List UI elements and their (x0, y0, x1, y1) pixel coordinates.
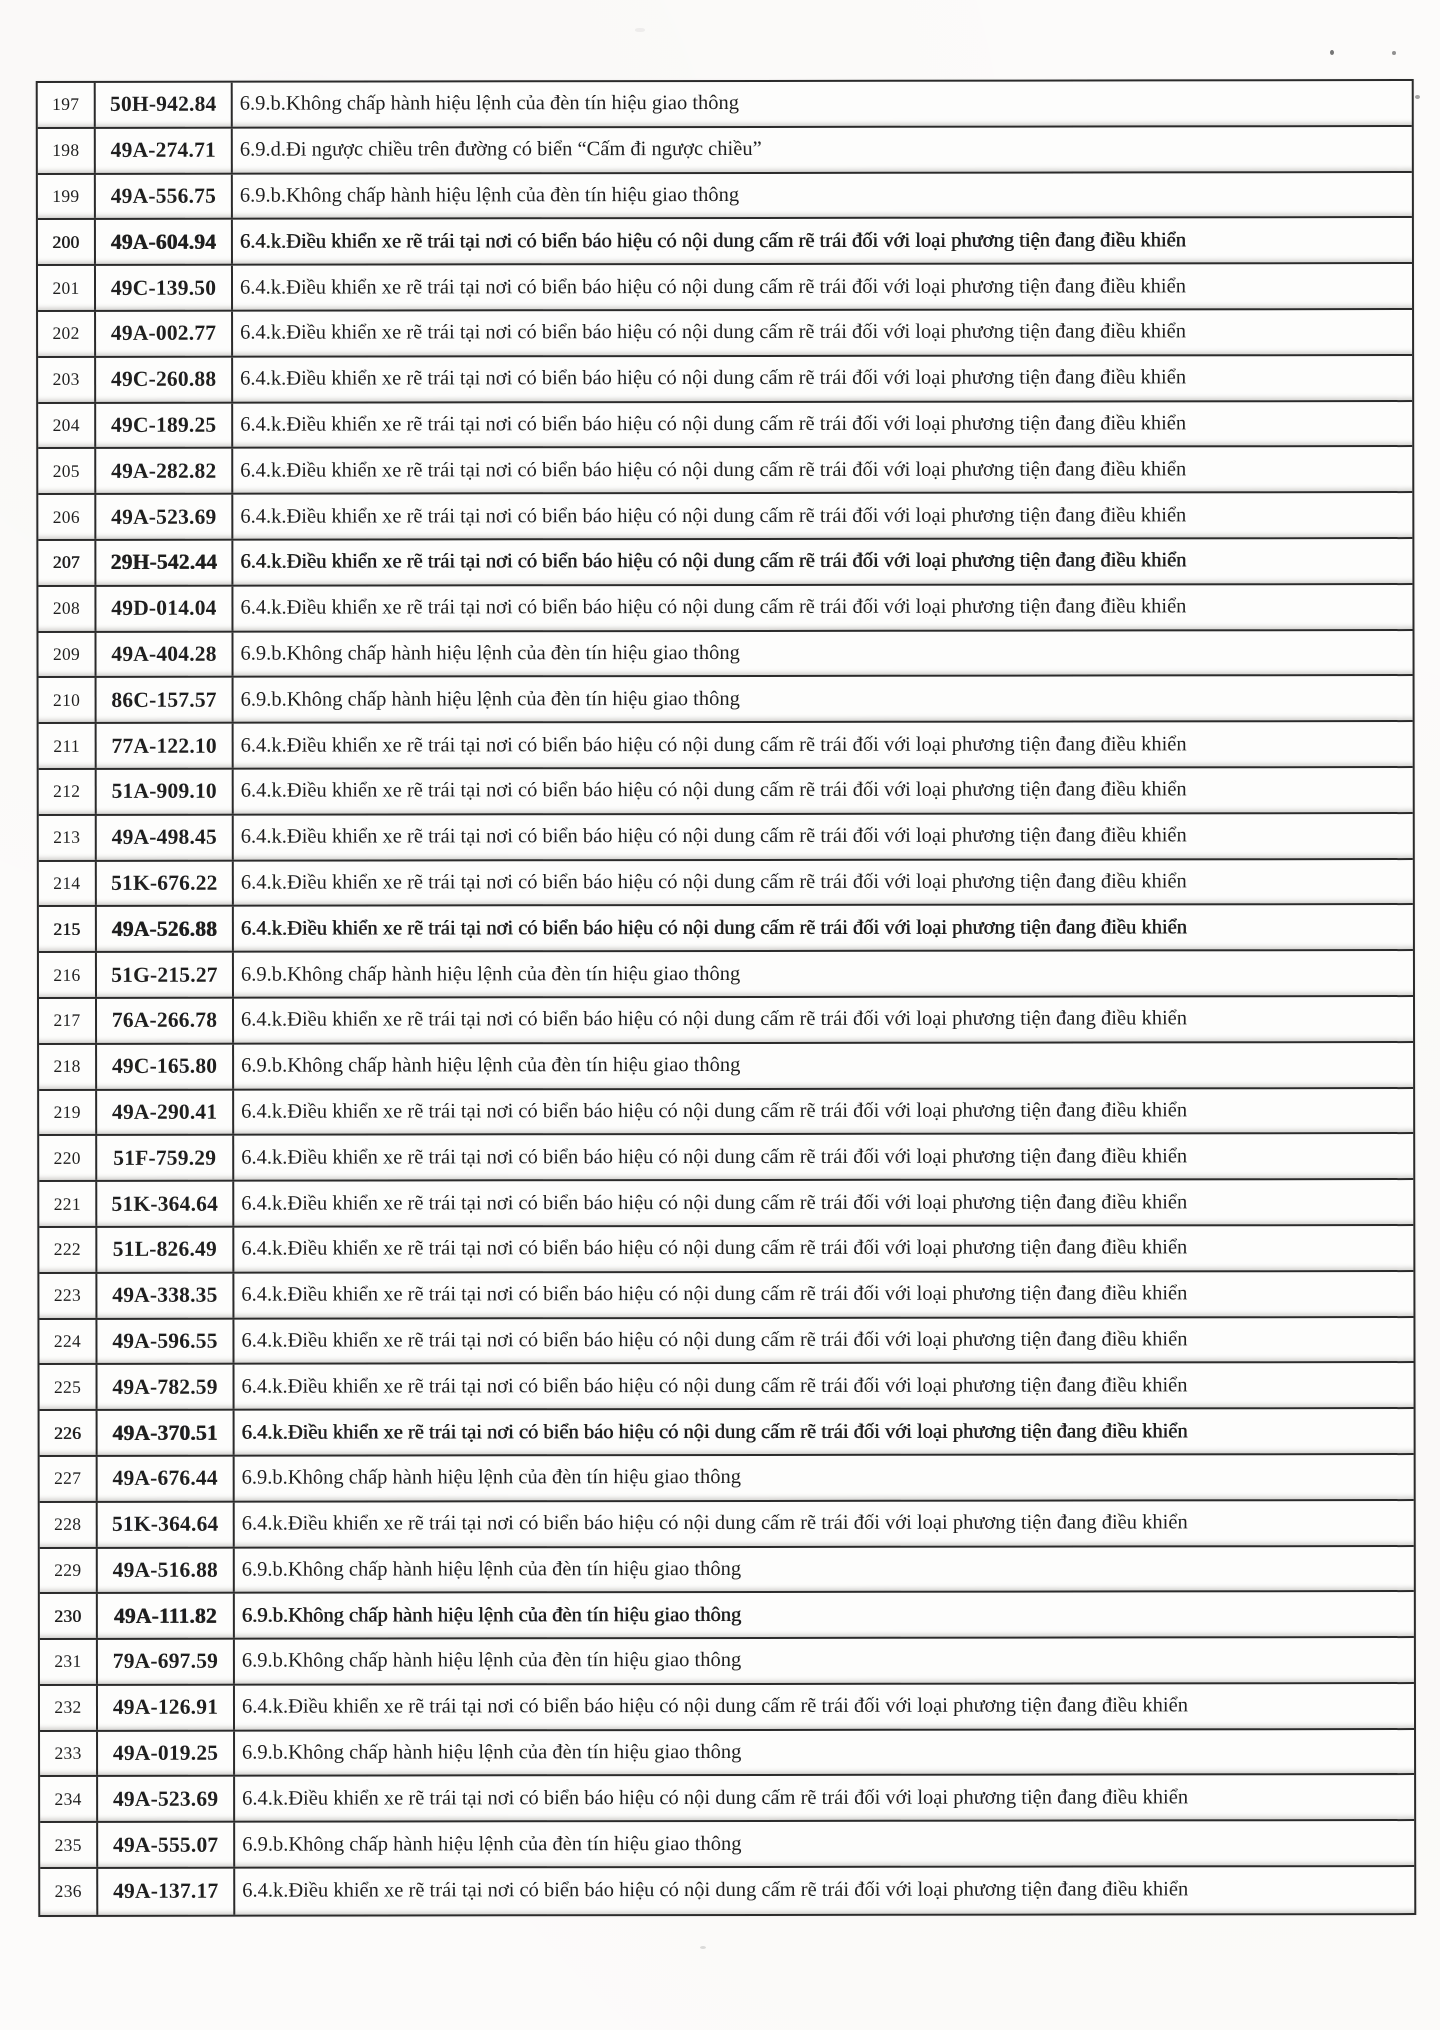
row-index: 201 (38, 266, 96, 310)
table-row (40, 1867, 1414, 1915)
plate-number: 49A-596.55 (97, 1319, 234, 1363)
scan-speck (1392, 51, 1396, 55)
row-index: 204 (38, 403, 96, 447)
row-index: 198 (38, 129, 96, 173)
row-index: 222 (39, 1228, 97, 1272)
violation-text: 6.4.k.Điều khiển xe rẽ trái tại nơi có biển báo hiệu có nội dung cấm rẽ trái đối với loại phương tiện đang điều khiển (240, 458, 1187, 482)
table-row (40, 1363, 1414, 1411)
table-row (38, 173, 1412, 221)
table-row (39, 1318, 1413, 1366)
violation-text: 6.9.b.Không chấp hành hiệu lệnh của đèn tín hiệu giao thông (240, 641, 740, 665)
plate-number: 49A-404.28 (96, 632, 233, 676)
plate-number: 49A-556.75 (96, 174, 233, 218)
row-index: 210 (39, 678, 97, 722)
row-index: 214 (39, 861, 97, 905)
table-row (40, 1730, 1414, 1778)
table-row (39, 722, 1413, 770)
plate-number: 49A-282.82 (96, 449, 233, 493)
plate-number: 79A-697.59 (98, 1640, 235, 1684)
row-index: 212 (39, 770, 97, 814)
violation-text: 6.9.b.Không chấp hành hiệu lệnh của đèn tín hiệu giao thông (239, 183, 740, 207)
row-index: 202 (38, 312, 96, 356)
row-index: 200 (38, 220, 96, 264)
plate-number: 51A-909.10 (97, 770, 234, 814)
row-index: 216 (39, 953, 97, 997)
violation-text: 6.9.b.Không chấp hành hiệu lệnh của đèn tín hiệu giao thông (241, 1557, 742, 1581)
plate-number: 49A-002.77 (96, 312, 233, 356)
row-index: 218 (39, 1045, 97, 1089)
plate-number: 49C-165.80 (97, 1044, 234, 1088)
plate-number: 51G-215.27 (97, 953, 234, 997)
row-index: 208 (38, 587, 96, 631)
violation-text: 6.9.b.Không chấp hành hiệu lệnh của đèn tín hiệu giao thông (241, 1054, 741, 1077)
plate-number: 49A-555.07 (98, 1823, 235, 1867)
violation-text: 6.4.k.Điều khiển xe rẽ trái tại nơi có biển báo hiệu có nội dung cấm rẽ trái đối với loại phương tiện đang điều khiển (239, 229, 1186, 253)
plate-number: 49C-139.50 (96, 266, 233, 310)
table-row (38, 356, 1412, 404)
row-index: 205 (38, 449, 96, 493)
row-index: 232 (40, 1686, 98, 1730)
violation-text: 6.4.k.Điều khiển xe rẽ trái tại nơi có biển báo hiệu có nội dung cấm rẽ trái đối với loại phương tiện đang điều khiển (241, 1099, 1188, 1123)
violation-text: 6.4.k.Điều khiển xe rẽ trái tại nơi có biển báo hiệu có nội dung cấm rẽ trái đối với loại phương tiện đang điều khiển (241, 1007, 1187, 1032)
violation-text: 6.4.k.Điều khiển xe rẽ trái tại nơi có biển báo hiệu có nội dung cấm rẽ trái đối với loại phương tiện đang điều khiển (240, 320, 1187, 345)
plate-number: 29H-542.44 (96, 541, 233, 585)
table-row (40, 1821, 1414, 1869)
plate-number: 51F-759.29 (97, 1136, 234, 1180)
plate-number: 49A-523.69 (96, 495, 233, 539)
table-row (38, 585, 1412, 633)
table-row (38, 447, 1412, 495)
row-index: 199 (38, 174, 96, 218)
table-row (39, 1226, 1413, 1274)
violation-text: 6.4.k.Điều khiển xe rẽ trái tại nơi có biển báo hiệu có nội dung cấm rẽ trái đối với loại phương tiện đang điều khiển (240, 916, 1187, 940)
plate-number: 49A-126.91 (98, 1686, 235, 1730)
violation-table (36, 79, 1417, 1917)
table-row (39, 1272, 1413, 1320)
row-index: 233 (40, 1732, 98, 1776)
row-index: 213 (39, 816, 97, 860)
table-row (38, 402, 1412, 450)
plate-number: 49C-260.88 (96, 357, 233, 401)
violation-text: 6.4.k.Điều khiển xe rẽ trái tại nơi có biển báo hiệu có nội dung cấm rẽ trái đối với loại phương tiện đang điều khiển (241, 1328, 1188, 1352)
table-row (40, 1547, 1414, 1595)
plate-number: 51L-826.49 (97, 1228, 234, 1272)
table-row (38, 539, 1412, 587)
table-row (39, 814, 1413, 862)
violation-text: 6.4.k.Điều khiển xe rẽ trái tại nơi có biển báo hiệu có nội dung cấm rẽ trái đối với loại phương tiện đang điều khiển (241, 1236, 1188, 1260)
plate-number: 86C-157.57 (97, 678, 234, 722)
row-index: 220 (39, 1136, 97, 1180)
plate-number: 49A-019.25 (98, 1731, 235, 1775)
row-index: 209 (38, 632, 96, 676)
row-index: 219 (39, 1090, 97, 1134)
violation-text: 6.4.k.Điều khiển xe rẽ trái tại nơi có biển báo hiệu có nội dung cấm rẽ trái đối với loại phương tiện đang điều khiển (240, 366, 1187, 390)
table-row (39, 860, 1413, 908)
row-index: 221 (39, 1182, 97, 1226)
table-row (38, 127, 1412, 175)
row-index: 225 (40, 1365, 98, 1409)
row-index: 223 (39, 1274, 97, 1318)
row-index: 226 (40, 1411, 98, 1455)
row-index: 215 (39, 907, 97, 951)
violation-text: 6.4.k.Điều khiển xe rẽ trái tại nơi có biển báo hiệu có nội dung cấm rẽ trái đối với loại phương tiện đang điều khiển (241, 1374, 1188, 1398)
row-index: 229 (40, 1548, 98, 1592)
violation-text: 6.4.k.Điều khiển xe rẽ trái tại nơi có biển báo hiệu có nội dung cấm rẽ trái đối với loại phương tiện đang điều khiển (241, 1694, 1188, 1718)
table-row (38, 310, 1412, 358)
violation-text: 6.4.k.Điều khiển xe rẽ trái tại nơi có biển báo hiệu có nội dung cấm rẽ trái đối với loại phương tiện đang điều khiển (241, 1282, 1188, 1306)
table-row (40, 1592, 1414, 1640)
violation-text: 6.4.k.Điều khiển xe rẽ trái tại nơi có biển báo hiệu có nội dung cấm rẽ trái đối với loại phương tiện đang điều khiển (239, 274, 1186, 299)
table-row (39, 905, 1413, 953)
row-index: 206 (38, 495, 96, 539)
violation-text: 6.4.k.Điều khiển xe rẽ trái tại nơi có biển báo hiệu có nội dung cấm rẽ trái đối với loại phương tiện đang điều khiển (240, 549, 1187, 574)
violation-text: 6.4.k.Điều khiển xe rẽ trái tại nơi có biển báo hiệu có nội dung cấm rẽ trái đối với loại phương tiện đang điều khiển (240, 595, 1187, 619)
table-row (40, 1501, 1414, 1549)
row-index: 235 (40, 1823, 98, 1867)
violation-text: 6.4.k.Điều khiển xe rẽ trái tại nơi có biển báo hiệu có nội dung cấm rẽ trái đối với loại phương tiện đang điều khiển (240, 412, 1187, 436)
violation-text: 6.4.k.Điều khiển xe rẽ trái tại nơi có biển báo hiệu có nội dung cấm rẽ trái đối với loại phương tiện đang điều khiển (240, 824, 1187, 848)
violation-text: 6.4.k.Điều khiển xe rẽ trái tại nơi có biển báo hiệu có nội dung cấm rẽ trái đối với loại phương tiện đang điều khiển (240, 503, 1187, 528)
table-row (39, 1043, 1413, 1091)
plate-number: 49A-137.17 (98, 1869, 235, 1915)
plate-number: 49A-523.69 (98, 1777, 235, 1821)
table-row (40, 1409, 1414, 1457)
plate-number: 49A-526.88 (97, 907, 234, 951)
plate-number: 49A-782.59 (98, 1365, 235, 1409)
violation-text: 6.4.k.Điều khiển xe rẽ trái tại nơi có biển báo hiệu có nội dung cấm rẽ trái đối với loại phương tiện đang điều khiển (240, 732, 1187, 757)
table-row (39, 676, 1413, 724)
violation-text: 6.4.k.Điều khiển xe rẽ trái tại nơi có biển báo hiệu có nội dung cấm rẽ trái đối với loại phương tiện đang điều khiển (240, 870, 1187, 894)
row-index: 207 (38, 541, 96, 585)
row-index: 227 (40, 1457, 98, 1501)
table-row (38, 264, 1412, 312)
plate-number: 76A-266.78 (97, 999, 234, 1043)
row-index: 211 (39, 724, 97, 768)
violation-text: 6.9.b.Không chấp hành hiệu lệnh của đèn tín hiệu giao thông (239, 92, 740, 116)
table-row (40, 1776, 1414, 1824)
table-row (40, 1455, 1414, 1503)
table-row (40, 1638, 1414, 1686)
row-index: 224 (39, 1319, 97, 1363)
table-row (38, 218, 1412, 266)
table-row (39, 1180, 1413, 1228)
violation-text: 6.9.b.Không chấp hành hiệu lệnh của đèn tín hiệu giao thông (241, 1603, 742, 1627)
plate-number: 49D-014.04 (96, 586, 233, 630)
table-row (40, 1684, 1414, 1732)
violation-text: 6.4.k.Điều khiển xe rẽ trái tại nơi có biển báo hiệu có nội dung cấm rẽ trái đối với loại phương tiện đang điều khiển (241, 1511, 1188, 1535)
violation-text: 6.4.k.Điều khiển xe rẽ trái tại nơi có biển báo hiệu có nội dung cấm rẽ trái đối với loại phương tiện đang điều khiển (241, 1419, 1188, 1444)
violation-text: 6.9.b.Không chấp hành hiệu lệnh của đèn tín hiệu giao thông (240, 687, 740, 711)
plate-number: 49A-290.41 (97, 1090, 234, 1134)
table-row (38, 81, 1412, 129)
row-index: 203 (38, 358, 96, 402)
plate-number: 49A-370.51 (98, 1411, 235, 1455)
plate-number: 77A-122.10 (97, 724, 234, 768)
plate-number: 49C-189.25 (96, 403, 233, 447)
violation-text: 6.9.b.Không chấp hành hiệu lệnh của đèn tín hiệu giao thông (242, 1741, 742, 1764)
table-row (39, 951, 1413, 999)
plate-number: 49A-111.82 (98, 1594, 235, 1638)
violation-text: 6.4.k.Điều khiển xe rẽ trái tại nơi có biển báo hiệu có nội dung cấm rẽ trái đối với loại phương tiện đang điều khiển (241, 1145, 1188, 1169)
table-row (38, 631, 1412, 679)
table-row (39, 1089, 1413, 1137)
violation-text: 6.9.b.Không chấp hành hiệu lệnh của đèn tín hiệu giao thông (241, 1466, 741, 1489)
plate-number: 49A-498.45 (97, 815, 234, 859)
scan-speck (1415, 95, 1420, 99)
plate-number: 49A-676.44 (98, 1457, 235, 1501)
plate-number: 49A-274.71 (96, 128, 233, 172)
row-index: 231 (40, 1640, 98, 1684)
plate-number: 51K-364.64 (97, 1182, 234, 1226)
row-index: 197 (38, 83, 96, 127)
violation-text: 6.9.d.Đi ngược chiều trên đường có biển “Cấm đi ngược chiều” (239, 138, 762, 161)
scan-speck (1330, 50, 1334, 55)
plate-number: 50H-942.84 (96, 83, 233, 127)
table-row (39, 997, 1413, 1045)
scan-speck (700, 1946, 706, 1949)
plate-number: 49A-338.35 (97, 1273, 234, 1317)
violation-text: 6.9.b.Không chấp hành hiệu lệnh của đèn tín hiệu giao thông (240, 962, 741, 986)
scan-speck (635, 28, 645, 32)
table-row (39, 1134, 1413, 1182)
row-index: 234 (40, 1777, 98, 1821)
plate-number: 49A-516.88 (98, 1548, 235, 1592)
violation-text: 6.9.b.Không chấp hành hiệu lệnh của đèn tín hiệu giao thông (242, 1832, 742, 1856)
plate-number: 49A-604.94 (96, 220, 233, 264)
violation-text: 6.4.k.Điều khiển xe rẽ trái tại nơi có biển báo hiệu có nội dung cấm rẽ trái đối với loại phương tiện đang điều khiển (242, 1878, 1189, 1903)
violation-text: 6.9.b.Không chấp hành hiệu lệnh của đèn tín hiệu giao thông (241, 1649, 742, 1673)
violation-text: 6.4.k.Điều khiển xe rẽ trái tại nơi có biển báo hiệu có nội dung cấm rẽ trái đối với loại phương tiện đang điều khiển (241, 1190, 1188, 1215)
table-row (39, 768, 1413, 816)
row-index: 228 (40, 1503, 98, 1547)
row-index: 236 (40, 1869, 98, 1915)
plate-number: 51K-364.64 (98, 1502, 235, 1546)
violation-text: 6.4.k.Điều khiển xe rẽ trái tại nơi có biển báo hiệu có nội dung cấm rẽ trái đối với loại phương tiện đang điều khiển (242, 1786, 1189, 1810)
plate-number: 51K-676.22 (97, 861, 234, 905)
row-index: 217 (39, 999, 97, 1043)
violation-text: 6.4.k.Điều khiển xe rẽ trái tại nơi có biển báo hiệu có nội dung cấm rẽ trái đối với loại phương tiện đang điều khiển (240, 778, 1187, 803)
table-row (38, 493, 1412, 541)
row-index: 230 (40, 1594, 98, 1638)
